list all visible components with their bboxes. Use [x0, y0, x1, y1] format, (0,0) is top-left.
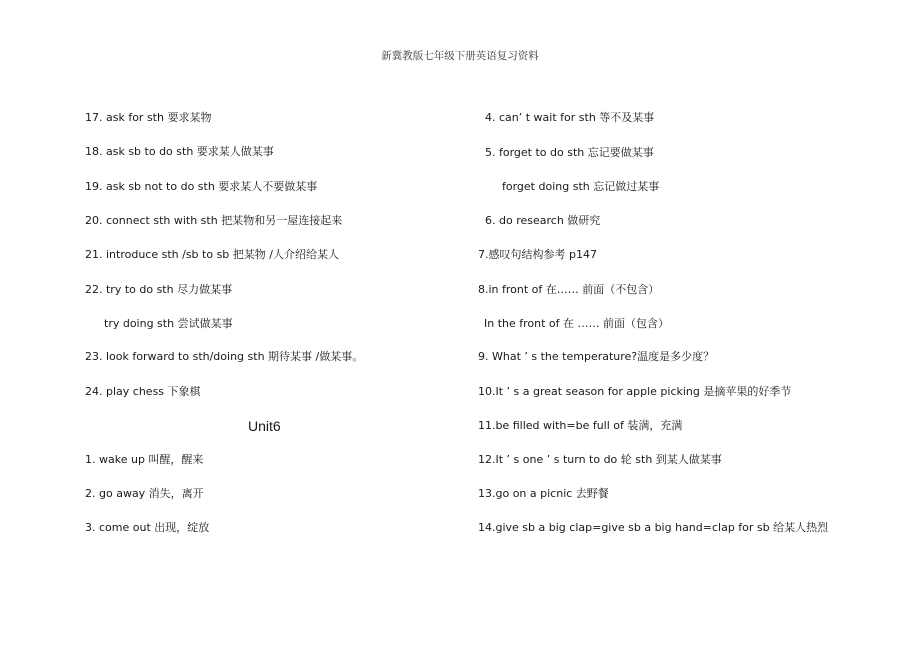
vocab-item: 9. What ’ s the temperature?温度是多少度？	[478, 350, 715, 363]
vocab-item: 1. wake up 叫醒，醒来	[85, 453, 204, 466]
vocab-item: 10.It ’ s a great season for apple picking 是摘苹果的好季节	[478, 385, 792, 398]
vocab-item: 5. forget to do sth 忘记要做某事	[485, 146, 654, 159]
vocab-item: 12.It ’ s one ’ s turn to do 轮 sth 到某人做某事	[478, 453, 722, 466]
vocab-item: 2. go away 消失，离开	[85, 487, 204, 500]
vocab-item: 7.感叹句结构参考 p147	[478, 248, 597, 261]
page-header: 新冀教版七年级下册英语复习资料	[381, 50, 539, 62]
vocab-item: 14.give sb a big clap=give sb a big hand=clap for sb 给某人热烈	[478, 521, 829, 534]
vocab-item: 23. look forward to sth/doing sth 期待某事 /做某事。	[85, 350, 364, 363]
vocab-item: 6. do research 做研究	[485, 214, 601, 227]
unit-heading: Unit6	[248, 418, 281, 434]
vocab-item: forget doing sth 忘记做过某事	[502, 180, 660, 193]
vocab-item: try doing sth 尝试做某事	[104, 317, 233, 330]
vocab-item: 11.be filled with=be full of 装满，充满	[478, 419, 683, 432]
vocab-item: 17. ask for sth 要求某物	[85, 111, 212, 124]
vocab-item: 21. introduce sth /sb to sb 把某物 /人介绍给某人	[85, 248, 339, 261]
vocab-item: 13.go on a picnic 去野餐	[478, 487, 609, 500]
vocab-item: 20. connect sth with sth 把某物和另一屋连接起来	[85, 214, 343, 227]
vocab-item: 4. can’ t wait for sth 等不及某事	[485, 111, 655, 124]
vocab-item: 18. ask sb to do sth 要求某人做某事	[85, 145, 274, 158]
vocab-item: 22. try to do sth 尽力做某事	[85, 283, 233, 296]
vocab-item: 19. ask sb not to do sth 要求某人不要做某事	[85, 180, 318, 193]
vocab-item: 24. play chess 下象棋	[85, 385, 201, 398]
vocab-item: In the front of 在 …… 前面（包含）	[484, 317, 670, 330]
vocab-item: 8.in front of 在…… 前面（不包含）	[478, 283, 660, 296]
vocab-item: 3. come out 出现，绽放	[85, 521, 210, 534]
